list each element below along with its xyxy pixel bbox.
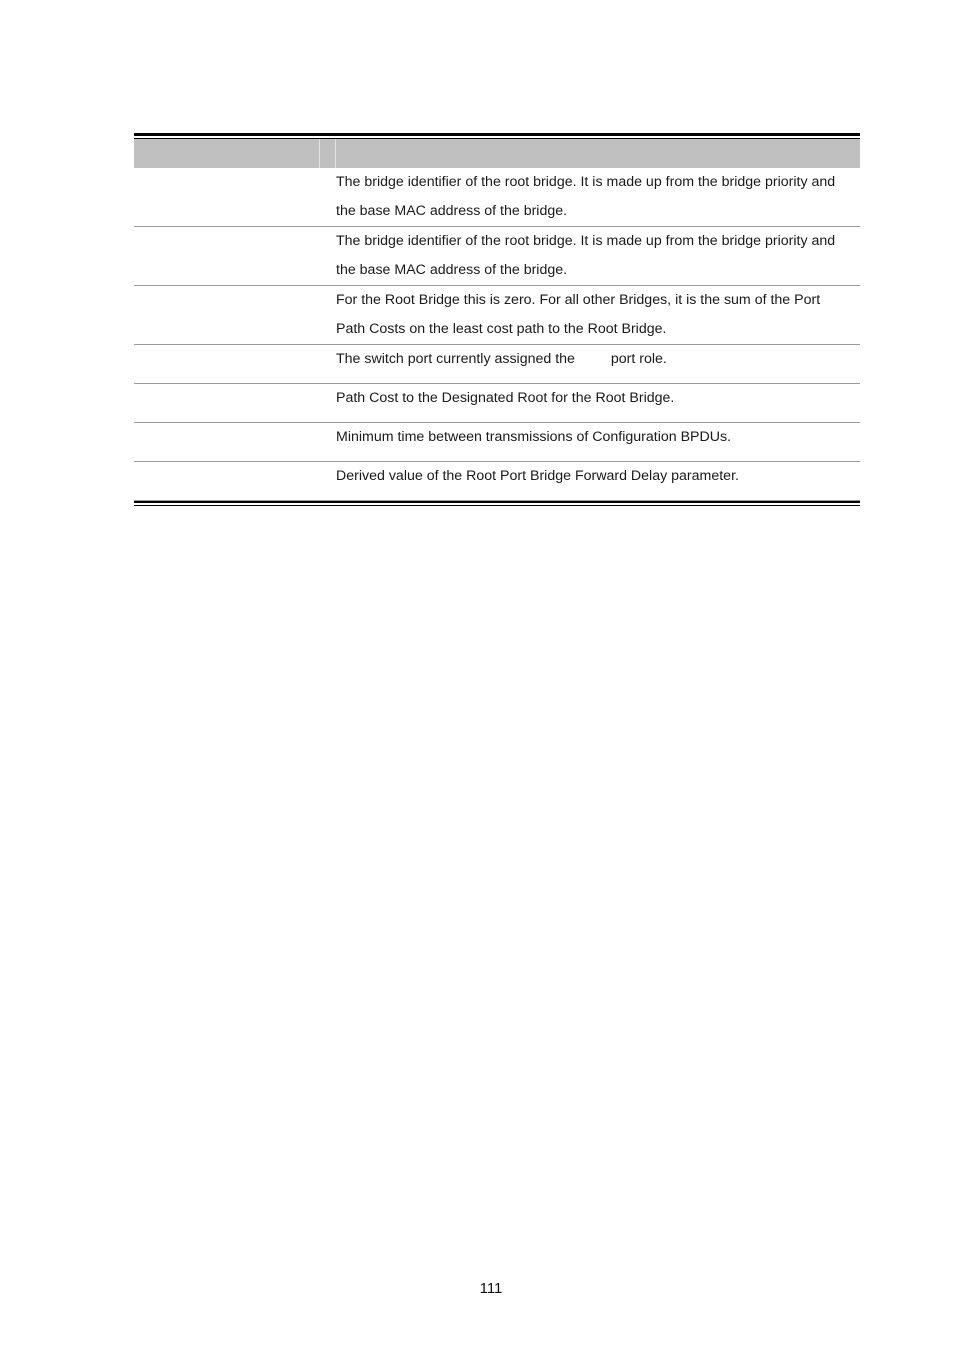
- page-number: 111: [479, 1280, 503, 1297]
- header-object: [134, 139, 320, 168]
- row-object: [134, 384, 336, 422]
- description-line: For the Root Bridge this is zero. For all other Bridges, it is the sum of the Port: [336, 292, 821, 308]
- row-description: Minimum time between transmissions of Configuration BPDUs.: [336, 429, 732, 445]
- row-description: Path Cost to the Designated Root for the Root Bridge.: [336, 390, 675, 406]
- table-row: [134, 226, 860, 285]
- table-bottom-rule-thin: [134, 505, 860, 506]
- table-row: [134, 285, 860, 344]
- header-description: [336, 139, 860, 168]
- description-text-after: port role.: [610, 351, 667, 367]
- object-description-table: [134, 133, 860, 506]
- table-body: [134, 168, 860, 500]
- row-description: [336, 345, 860, 383]
- row-object: [134, 462, 336, 500]
- row-object: [134, 286, 336, 344]
- description-line: Path Costs on the least cost path to the Root Bridge.: [336, 321, 667, 337]
- table-row: [134, 383, 860, 422]
- row-description: [336, 168, 860, 226]
- description-line: the base MAC address of the bridge.: [336, 203, 568, 219]
- table-row: [134, 461, 860, 500]
- description-text-before: The switch port currently assigned the: [336, 351, 575, 367]
- description-line: The bridge identifier of the root bridge. It is made up from the bridge priority and: [336, 233, 836, 249]
- row-object: [134, 227, 336, 285]
- row-description: Derived value of the Root Port Bridge Forward Delay parameter.: [336, 468, 739, 484]
- row-description: [336, 227, 860, 285]
- table-row: [134, 344, 860, 383]
- row-object: [134, 168, 336, 226]
- row-object: [134, 423, 336, 461]
- description-line: The bridge identifier of the root bridge. It is made up from the bridge priority and: [336, 174, 836, 190]
- description-line: the base MAC address of the bridge.: [336, 262, 568, 278]
- row-object: [134, 345, 336, 383]
- table-bottom-rules: [134, 500, 860, 506]
- table-header-row: [134, 138, 860, 168]
- table-row: [134, 168, 860, 226]
- row-description: [336, 286, 860, 344]
- header-spacer: [320, 139, 336, 168]
- table-row: [134, 422, 860, 461]
